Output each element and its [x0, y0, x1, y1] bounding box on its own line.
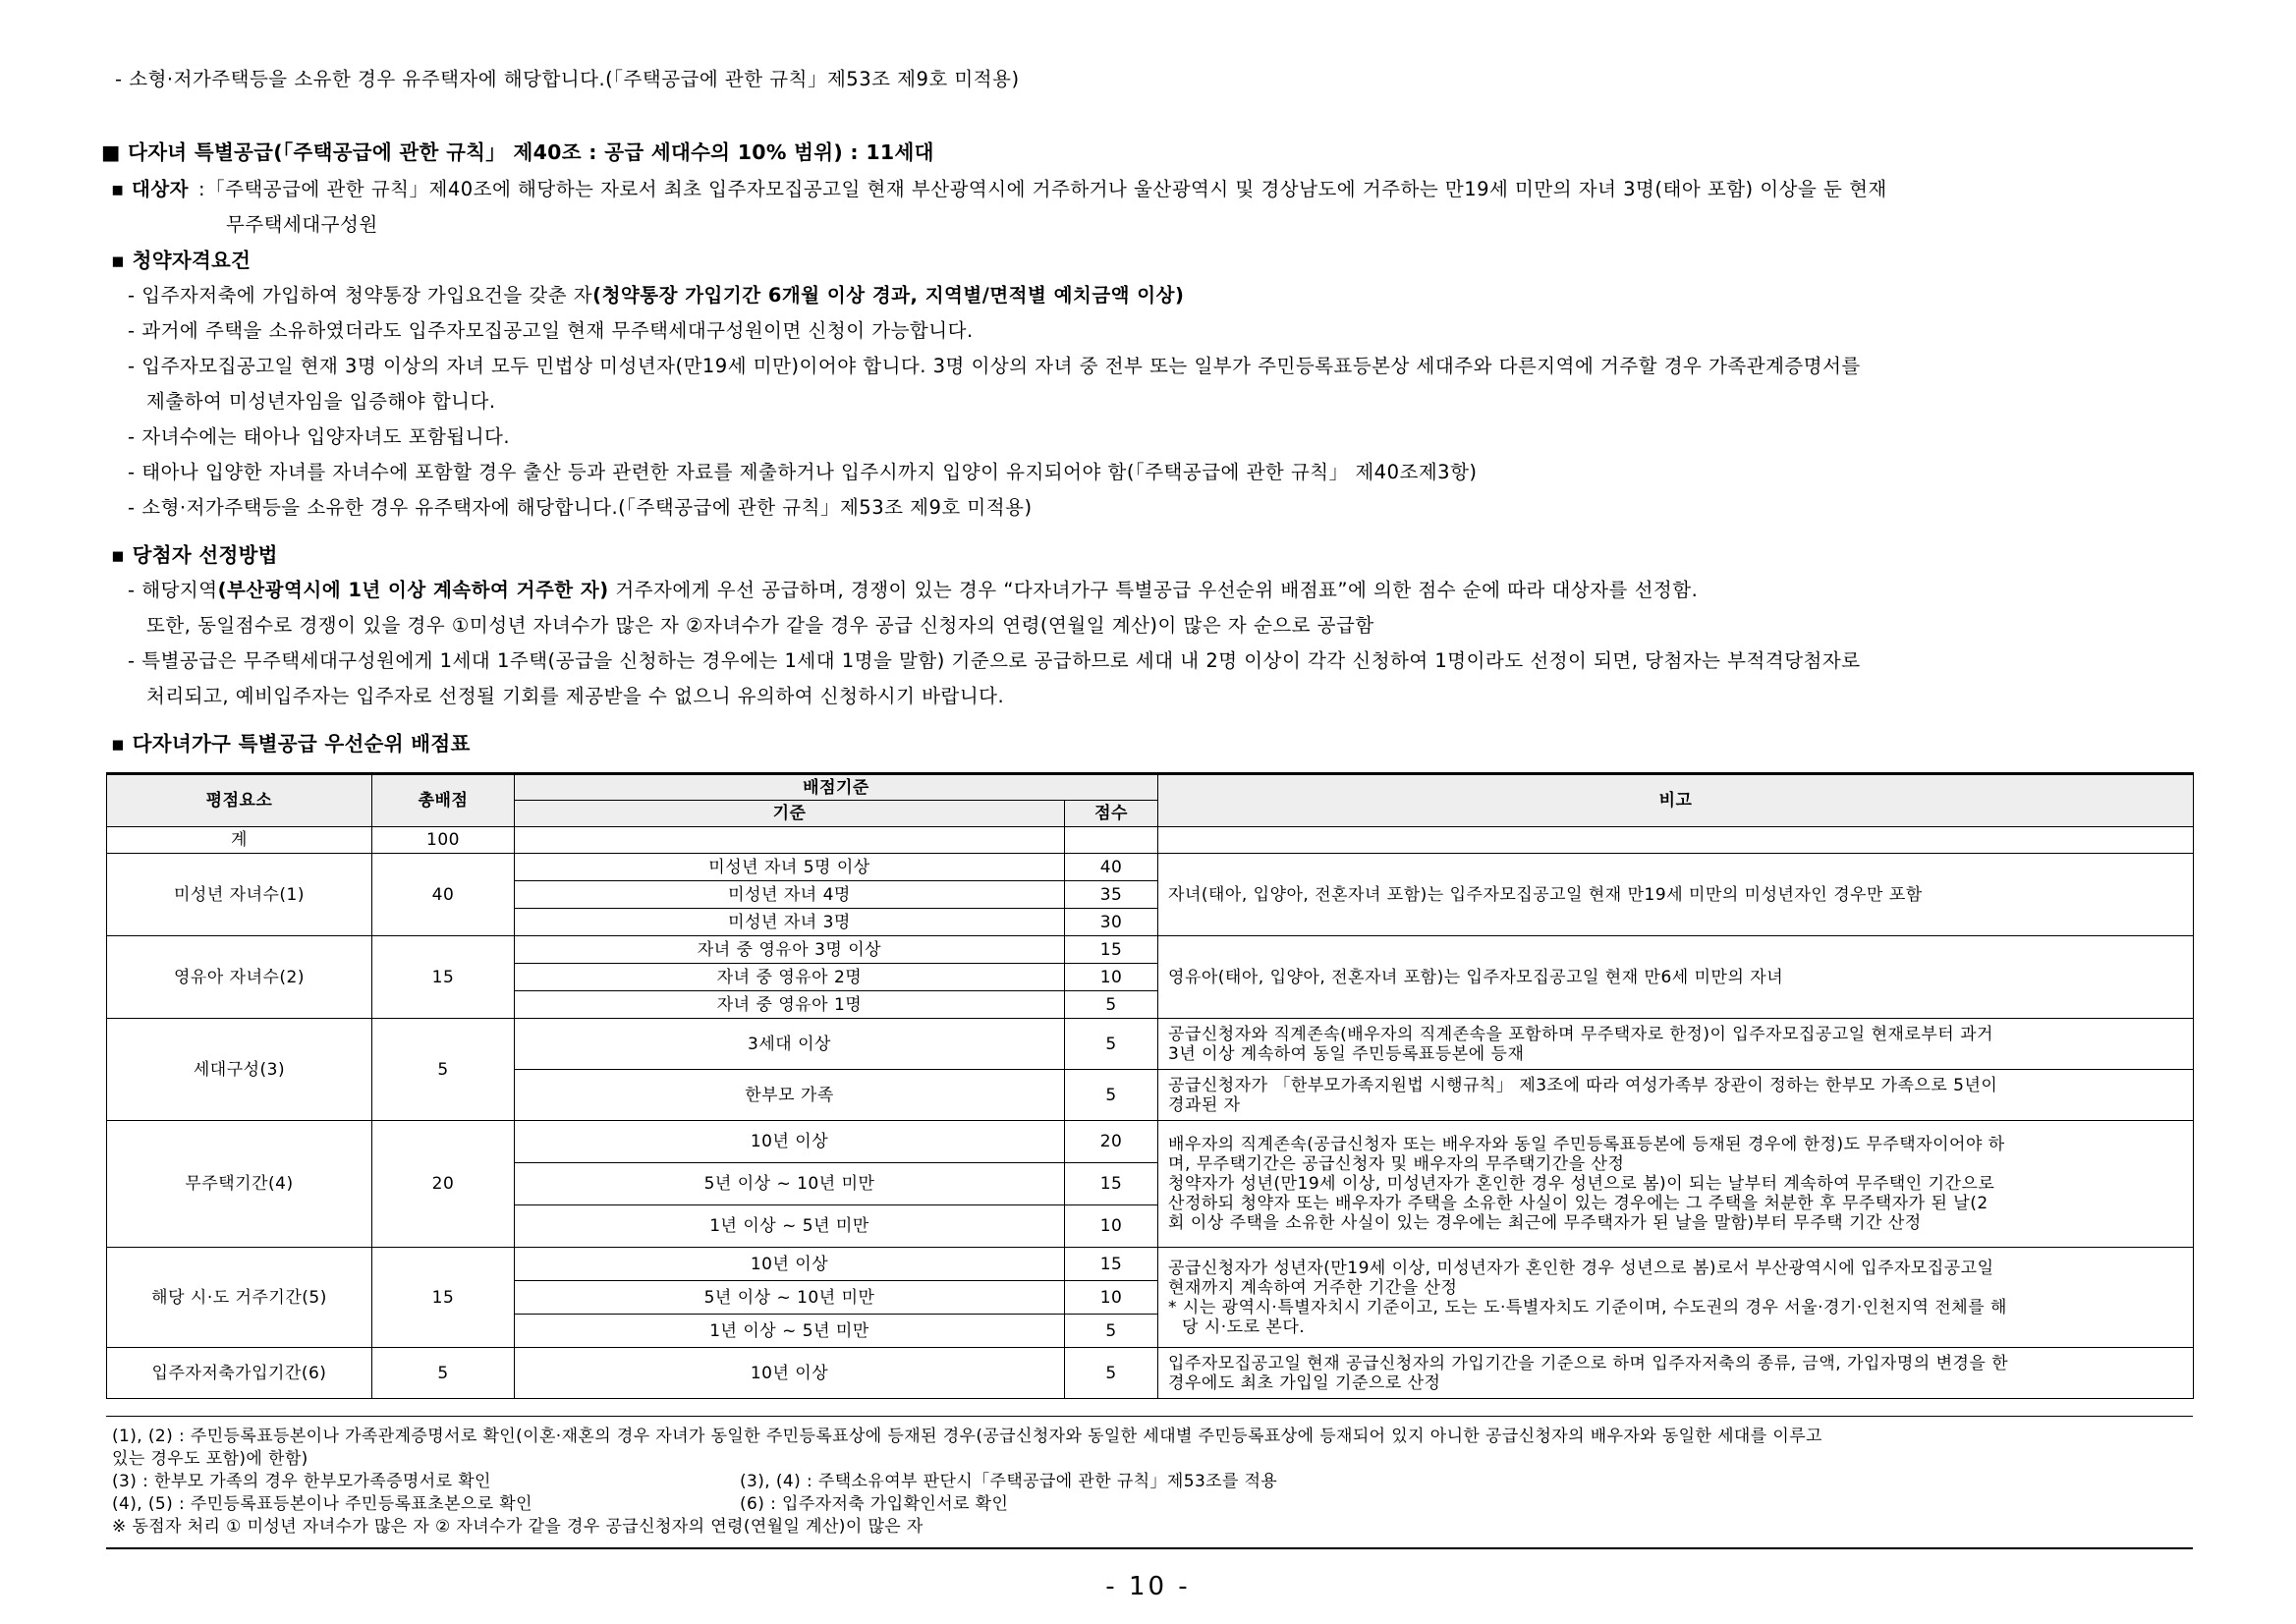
note-line: ※ 동점자 처리 ① 미성년 자녀수가 많은 자 ② 자녀수가 같을 경우 공급신청자의 연령(연월일 계산)이 많은 자 — [112, 1517, 924, 1537]
remark-cell — [1158, 1248, 2194, 1348]
score-table-heading: ▪ 다자녀가구 특별공급 우선순위 배점표 — [111, 732, 471, 756]
total-cell: 40 — [372, 854, 515, 936]
criteria-cell: 10년 이상 — [515, 1121, 1065, 1163]
criteria-cell: 미성년 자녀 4명 — [515, 881, 1065, 909]
note-line: (1), (2) : 주민등록표등본이나 가족관계증명서로 확인(이혼·재혼의 경우 자녀가 동일한 주민등록표상에 등재된 경우(공급신청자와 동일한 세대별 주민등록표상에 등재되어 있지 아니한 공급신청자의 배우자와 동일한 세대를 이루고 — [112, 1427, 1822, 1446]
criteria-cell: 1년 이상 ~ 5년 미만 — [515, 1315, 1065, 1348]
points-cell: 5 — [1065, 991, 1158, 1019]
table-row — [107, 1019, 2194, 1070]
eligibility-line-4: - 자녀수에는 태아나 입양자녀도 포함됩니다. — [128, 425, 511, 448]
criteria-cell: 자녀 중 영유아 3명 이상 — [515, 936, 1065, 964]
selection-heading: ▪ 당첨자 선정방법 — [111, 543, 278, 567]
factor-cell: 입주자저축가입기간(6) — [107, 1348, 372, 1399]
header-criteria: 기준 — [515, 801, 1065, 827]
header-basis: 배점기준 — [515, 774, 1158, 801]
total-cell: 15 — [372, 936, 515, 1019]
total-cell: 5 — [372, 1019, 515, 1121]
points-cell: 40 — [1065, 854, 1158, 881]
note-line: (3) : 한부모 가족의 경우 한부모가족증명서로 확인 — [112, 1472, 491, 1491]
remark-line: 며, 무주택기간은 공급신청자 및 배우자의 무주택기간을 산정 — [1168, 1154, 1625, 1174]
criteria-cell: 자녀 중 영유아 2명 — [515, 964, 1065, 991]
remark-line: 현재까지 계속하여 거주한 기간을 산정 — [1168, 1277, 1458, 1298]
eligibility-line-6: - 소형·저가주택등을 소유한 경우 유주택자에 해당합니다.(「주택공급에 관한 규칙」제53조 제9호 미적용) — [128, 496, 1033, 519]
selection-line-2: 또한, 동일점수로 경쟁이 있을 경우 ①미성년 자녀수가 많은 자 ②자녀수가 같을 경우 공급 신청자의 연령(연월일 계산)이 많은 자 순으로 공급함 — [146, 614, 1374, 637]
remark-line: 입주자모집공고일 현재 공급신청자의 가입기간을 기준으로 하며 입주자저축의 종류, 금액, 가입자명의 변경을 한 — [1168, 1353, 2009, 1373]
remark-line: 3년 이상 계속하여 동일 주민등록표등본에 등재 — [1168, 1043, 1525, 1064]
points-cell: 10 — [1065, 1281, 1158, 1315]
factor-cell: 세대구성(3) — [107, 1019, 372, 1121]
points-cell: 30 — [1065, 909, 1158, 936]
page-number: - 10 - — [1105, 1572, 1191, 1601]
criteria-cell: 한부모 가족 — [515, 1070, 1065, 1121]
remark-cell — [1158, 1348, 2194, 1399]
points-cell: 5 — [1065, 1019, 1158, 1070]
sum-label: 계 — [107, 827, 372, 854]
criteria-cell: 10년 이상 — [515, 1348, 1065, 1399]
points-cell: 15 — [1065, 1163, 1158, 1205]
eligibility-line-3a: - 입주자모집공고일 현재 3명 이상의 자녀 모두 민법상 미성년자(만19세 미만)이어야 합니다. 3명 이상의 자녀 중 전부 또는 일부가 주민등록표등본상 세대주와 다른지역에 거주할 경우 가족관계증명서를 — [128, 355, 1861, 377]
criteria-cell: 1년 이상 ~ 5년 미만 — [515, 1205, 1065, 1248]
table-row — [107, 1121, 2194, 1163]
section-heading-multi-child: ■ 다자녀 특별공급(「주택공급에 관한 규칙」 제40조 : 공급 세대수의 10% 범위) : 11세대 — [101, 140, 934, 164]
factor-cell: 무주택기간(4) — [107, 1121, 372, 1248]
header-total: 총배점 — [372, 774, 515, 827]
eligibility-line-1-text: - 입주자저축에 가입하여 청약통장 가입요건을 갖춘 자 — [128, 284, 593, 307]
prev-note-line: - 소형·저가주택등을 소유한 경우 유주택자에 해당합니다.(「주택공급에 관한 규칙」제53조 제9호 미적용) — [115, 68, 1020, 90]
selection-line-1 — [128, 578, 1698, 603]
target-text-2: 무주택세대구성원 — [226, 213, 378, 236]
target-label — [111, 177, 189, 202]
remark-line: 공급신청자가 성년자(만19세 이상, 미성년자가 혼인한 경우 성년으로 봄)로서 부산광역시에 입주자모집공고일 — [1168, 1258, 1994, 1278]
remark-line: 경과된 자 — [1168, 1094, 1241, 1115]
points-cell: 10 — [1065, 964, 1158, 991]
remark-cell: 영유아(태아, 입양아, 전혼자녀 포함)는 입주자모집공고일 현재 만6세 미만의 자녀 — [1158, 936, 2194, 1019]
points-cell: 10 — [1065, 1205, 1158, 1248]
total-cell: 15 — [372, 1248, 515, 1348]
total-cell: 5 — [372, 1348, 515, 1399]
criteria-cell: 미성년 자녀 3명 — [515, 909, 1065, 936]
selection-line-1-bold: (부산광역시에 1년 이상 계속하여 거주한 자) — [217, 579, 609, 601]
remark-cell — [1158, 1121, 2194, 1248]
criteria-cell: 5년 이상 ~ 10년 미만 — [515, 1163, 1065, 1205]
eligibility-line-1-bold: (청약통장 가입기간 6개월 이상 경과, 지역별/면적별 예치금액 이상) — [592, 284, 1185, 307]
selection-line-3a: - 특별공급은 무주택세대구성원에게 1세대 1주택(공급을 신청하는 경우에는 1세대 1명을 말함) 기준으로 공급하므로 세대 내 2명 이상이 각각 신청하여 1명이라도 선정이 되면, 당첨자는 부적격당첨자로 — [128, 649, 1861, 672]
points-cell: 5 — [1065, 1348, 1158, 1399]
factor-cell: 영유아 자녀수(2) — [107, 936, 372, 1019]
target-text-1: :「주택공급에 관한 규칙」제40조에 해당하는 자로서 최초 입주자모집공고일 현재 부산광역시에 거주하거나 울산광역시 및 경상남도에 거주하는 만19세 미만의 자녀 3명(태아 포함) 이상을 둔 현재 — [198, 178, 1887, 200]
total-cell: 20 — [372, 1121, 515, 1248]
remark-line: 당 시·도로 본다. — [1182, 1316, 1306, 1337]
table-row — [107, 1248, 2194, 1281]
note-line: 있는 경우도 포함)에 한함) — [112, 1449, 308, 1469]
criteria-cell: 미성년 자녀 5명 이상 — [515, 854, 1065, 881]
header-factor: 평점요소 — [107, 774, 372, 827]
eligibility-line-3b: 제출하여 미성년자임을 입증해야 합니다. — [146, 390, 496, 413]
sum-value: 100 — [372, 827, 515, 854]
points-cell: 15 — [1065, 1248, 1158, 1281]
points-cell: 35 — [1065, 881, 1158, 909]
selection-line-1-post: 거주자에게 우선 공급하며, 경쟁이 있는 경우 “다자녀가구 특별공급 우선순위 배점표”에 의한 점수 순에 따라 대상자를 선정함. — [608, 579, 1699, 601]
factor-cell: 해당 시·도 거주기간(5) — [107, 1248, 372, 1348]
selection-line-3b: 처리되고, 예비입주자는 입주자로 선정될 기회를 제공받을 수 없으니 유의하여 신청하시기 바랍니다. — [146, 685, 1005, 707]
remark-line: 공급신청자가 「한부모가족지원법 시행규칙」 제3조에 따라 여성가족부 장관이 정하는 한부모 가족으로 5년이 — [1168, 1075, 1998, 1095]
points-cell: 5 — [1065, 1070, 1158, 1121]
remark-cell — [1158, 1070, 2194, 1121]
header-remark: 비고 — [1158, 774, 2194, 827]
remark-line: 청약자가 성년(만19세 이상, 미성년자가 혼인한 경우 성년으로 봄)이 되는 날부터 계속하여 무주택인 기간으로 — [1168, 1174, 1995, 1194]
eligibility-line-2: - 과거에 주택을 소유하였더라도 입주자모집공고일 현재 무주택세대구성원이면 신청이 가능합니다. — [128, 319, 974, 342]
table-notes — [106, 1416, 2193, 1549]
remark-cell: 자녀(태아, 입양아, 전혼자녀 포함)는 입주자모집공고일 현재 만19세 미만의 미성년자인 경우만 포함 — [1158, 854, 2194, 936]
eligibility-heading: ▪ 청약자격요건 — [111, 249, 252, 272]
table-row — [107, 827, 2194, 854]
note-line: (6) : 입주자저축 가입확인서로 확인 — [740, 1494, 1009, 1514]
table-row — [107, 1348, 2194, 1399]
eligibility-line-1 — [128, 283, 1184, 308]
criteria-cell: 10년 이상 — [515, 1248, 1065, 1281]
remark-line: 공급신청자와 직계존속(배우자의 직계존속을 포함하며 무주택자로 한정)이 입주자모집공고일 현재로부터 과거 — [1168, 1024, 1993, 1044]
criteria-cell: 자녀 중 영유아 1명 — [515, 991, 1065, 1019]
table-row — [107, 854, 2194, 881]
points-cell: 15 — [1065, 936, 1158, 964]
points-cell: 20 — [1065, 1121, 1158, 1163]
remark-cell — [1158, 1019, 2194, 1070]
remark-line: 산정하되 청약자 또는 배우자가 주택을 소유한 사실이 있는 경우에는 그 주택을 처분한 후 무주택자가 된 날(2 — [1168, 1194, 1988, 1213]
criteria-cell: 3세대 이상 — [515, 1019, 1065, 1070]
points-cell: 5 — [1065, 1315, 1158, 1348]
priority-score-table — [106, 772, 2194, 1399]
remark-line: 경우에도 최초 가입일 기준으로 산정 — [1168, 1372, 1441, 1393]
header-points: 점수 — [1065, 801, 1158, 827]
factor-cell: 미성년 자녀수(1) — [107, 854, 372, 936]
note-line: (4), (5) : 주민등록표등본이나 주민등록표초본으로 확인 — [112, 1494, 532, 1514]
criteria-cell: 5년 이상 ~ 10년 미만 — [515, 1281, 1065, 1315]
note-line: (3), (4) : 주택소유여부 판단시「주택공급에 관한 규칙」제53조를 적용 — [740, 1472, 1278, 1491]
remark-line: 배우자의 직계존속(공급신청자 또는 배우자와 동일 주민등록표등본에 등재된 경우에 한정)도 무주택자이어야 하 — [1168, 1135, 2005, 1154]
target-label-text: ▪ 대상자 — [111, 178, 190, 200]
table-row — [107, 936, 2194, 964]
remark-line: * 시는 광역시·특별자치시 기준이고, 도는 도·특별자치도 기준이며, 수도권의 경우 서울·경기·인천지역 전체를 해 — [1168, 1297, 2007, 1317]
remark-line: 회 이상 주택을 소유한 사실이 있는 경우에는 최근에 무주택자가 된 날을 말함)부터 무주택 기간 산정 — [1168, 1213, 1922, 1233]
selection-line-1-pre: - 해당지역 — [128, 579, 218, 601]
eligibility-line-5: - 태아나 입양한 자녀를 자녀수에 포함할 경우 출산 등과 관련한 자료를 제출하거나 입주시까지 입양이 유지되어야 함(「주택공급에 관한 규칙」 제40조제3항) — [128, 461, 1478, 483]
